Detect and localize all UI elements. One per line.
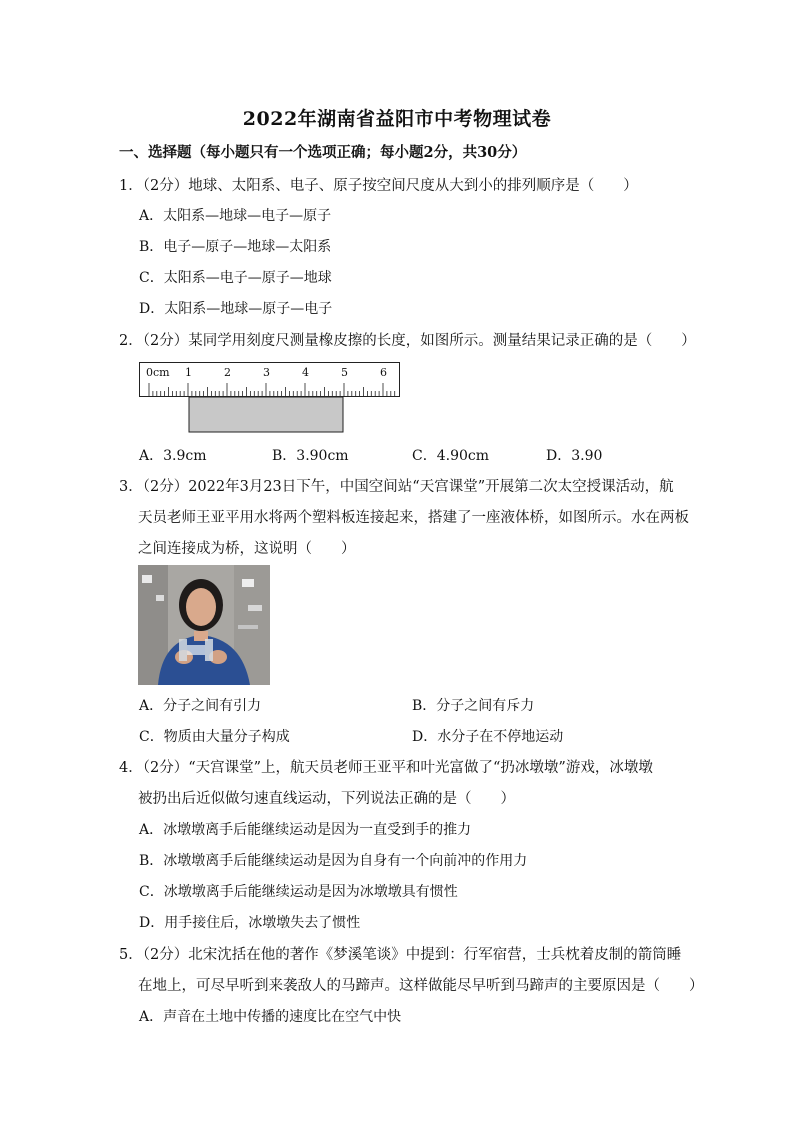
ruler-label: 1 — [185, 366, 192, 379]
page-title: 2022年湖南省益阳市中考物理试卷 — [242, 108, 552, 130]
liquid-bridge-photo — [138, 565, 270, 685]
question-5-stem-line-1: 5．（2分）北宋沈括在他的著作《梦溪笔谈》中提到：行军宿营，士兵枕着皮制的箭筒睡 — [119, 947, 682, 963]
question-1-option-d[interactable]: D．太阳系—地球—原子—电子 — [139, 301, 333, 317]
ruler-label: 6 — [380, 366, 387, 379]
question-2-option-b[interactable]: B．3.90cm — [272, 448, 349, 464]
question-5-option-a[interactable]: A．声音在土地中传播的速度比在空气中快 — [139, 1009, 402, 1025]
question-4-option-d[interactable]: D．用手接住后，冰墩墩失去了惯性 — [139, 915, 361, 931]
question-4-option-c[interactable]: C．冰墩墩离手后能继续运动是因为冰墩墩具有惯性 — [139, 884, 458, 900]
question-1-option-b[interactable]: B．电子—原子—地球—太阳系 — [139, 239, 332, 255]
question-2-option-c[interactable]: C．4.90cm — [412, 448, 489, 464]
question-3-stem-line-2: 天员老师王亚平用水将两个塑料板连接起来，搭建了一座液体桥，如图所示。水在两板 — [138, 510, 689, 526]
question-4-stem-line-1: 4．（2分）“天宫课堂”上，航天员老师王亚平和叶光富做了“扔冰墩墩”游戏，冰墩墩 — [119, 760, 653, 776]
question-4-stem-line-2: 被扔出后近似做匀速直线运动，下列说法正确的是（ ） — [138, 791, 515, 807]
question-2-option-a[interactable]: A．3.9cm — [139, 448, 207, 464]
question-4-option-a[interactable]: A．冰墩墩离手后能继续运动是因为一直受到手的推力 — [139, 822, 472, 838]
ruler-figure — [139, 362, 401, 434]
ruler-label: 3 — [263, 366, 270, 379]
question-1-option-a[interactable]: A．太阳系—地球—电子—原子 — [139, 208, 332, 224]
question-1-option-c[interactable]: C．太阳系—电子—原子—地球 — [139, 270, 332, 286]
question-3-option-d[interactable]: D．水分子在不停地运动 — [412, 729, 564, 745]
question-1-stem: 1．（2分）地球、太阳系、电子、原子按空间尺度从大到小的排列顺序是（ ） — [119, 178, 638, 194]
section-heading: 一、选择题（每小题只有一个选项正确；每小题2分，共30分） — [119, 144, 527, 161]
question-5-stem-line-2: 在地上，可尽早听到来袭敌人的马蹄声。这样做能尽早听到马蹄声的主要原因是（ ） — [138, 978, 704, 994]
question-3-stem-line-1: 3．（2分）2022年3月23日下午，中国空间站“天宫课堂”开展第二次太空授课活动，航 — [119, 479, 674, 495]
ruler-label: 0cm — [146, 366, 170, 379]
question-2-option-d[interactable]: D．3.90 — [546, 448, 603, 464]
question-3-stem-line-3: 之间连接成为桥，这说明（ ） — [138, 541, 356, 557]
question-3-option-a[interactable]: A．分子之间有引力 — [139, 698, 262, 714]
question-3-option-c[interactable]: C．物质由大量分子构成 — [139, 729, 290, 745]
eraser-shape — [189, 397, 343, 432]
question-2-stem: 2．（2分）某同学用刻度尺测量橡皮擦的长度，如图所示。测量结果记录正确的是（ ） — [119, 333, 696, 349]
ruler-label: 5 — [341, 366, 348, 379]
ruler-label: 2 — [224, 366, 231, 379]
ruler-label: 4 — [302, 366, 309, 379]
question-3-option-b[interactable]: B．分子之间有斥力 — [412, 698, 535, 714]
question-4-option-b[interactable]: B．冰墩墩离手后能继续运动是因为自身有一个向前冲的作用力 — [139, 853, 528, 869]
